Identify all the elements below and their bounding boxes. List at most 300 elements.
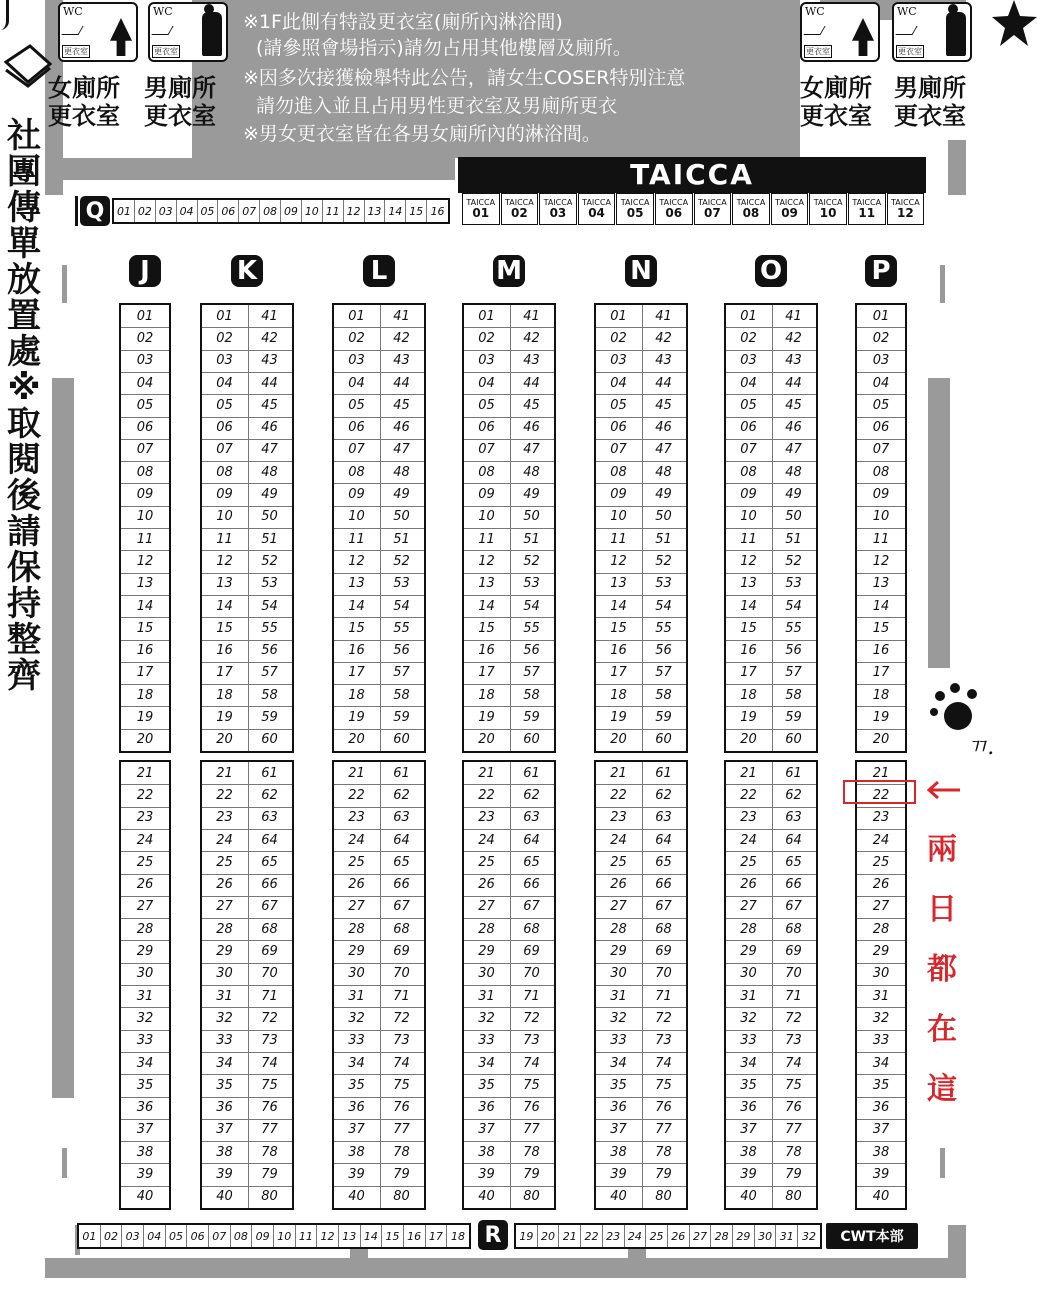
booth-cell: 78: [655, 1144, 672, 1160]
q-booth-cell: 02: [135, 200, 156, 222]
booth-cell: 23: [610, 810, 627, 826]
women-changing-text: 更衣室: [800, 102, 872, 130]
right-women-label: [800, 74, 872, 130]
booth-cell: 10: [872, 509, 890, 525]
booth-cell: 11: [872, 531, 890, 547]
booth-cell: 20: [610, 732, 627, 748]
taicca-booth-number: 02: [510, 206, 528, 220]
booth-cell: 36: [478, 1100, 495, 1116]
booth-cell: 29: [610, 944, 627, 960]
booth-cell: 48: [655, 464, 672, 480]
taicca-booth-label: TAICCA: [813, 198, 843, 207]
right-men-label: [894, 74, 966, 130]
booth-cell: 49: [785, 487, 802, 503]
booth-cell: 18: [136, 687, 154, 703]
booth-cell: 22: [348, 787, 365, 803]
booth-cell: 09: [610, 487, 627, 503]
booth-cell: 13: [478, 576, 495, 592]
taicca-booth-number: 11: [858, 206, 876, 220]
booth-cell: 05: [348, 397, 365, 413]
booth-cell: 50: [261, 509, 278, 525]
booth-cell: 03: [478, 353, 495, 369]
booth-cell: 26: [216, 877, 233, 893]
booth-cell: 46: [655, 420, 672, 436]
r-booth-cell: 21: [559, 1225, 581, 1247]
booth-cell: 28: [872, 921, 890, 937]
booth-cell: 04: [740, 375, 757, 391]
booth-cell: 05: [610, 397, 627, 413]
booth-cell: 07: [348, 442, 365, 458]
booth-cell: 05: [478, 397, 495, 413]
booth-cell: 15: [740, 620, 757, 636]
booth-cell: 40: [872, 1189, 890, 1205]
booth-cell: 17: [348, 665, 365, 681]
booth-cell: 59: [523, 710, 540, 726]
booth-cell: 28: [478, 921, 495, 937]
booth-cell: 63: [393, 810, 410, 826]
booth-cell: 09: [348, 487, 365, 503]
arrow-left-icon: [926, 780, 962, 800]
booth-cell: 29: [478, 944, 495, 960]
booth-cell: 10: [136, 509, 154, 525]
booth-cell: 75: [393, 1077, 410, 1093]
booth-cell: 77: [261, 1122, 278, 1138]
booth-cell: 08: [872, 464, 890, 480]
booth-cell: 40: [610, 1189, 627, 1205]
booth-cell: 14: [478, 598, 495, 614]
booth-cell: 11: [216, 531, 233, 547]
booth-cell: 18: [348, 687, 365, 703]
booth-cell: 32: [872, 1010, 890, 1026]
booth-cell: 38: [136, 1144, 154, 1160]
booth-cell: 49: [393, 487, 410, 503]
booth-cell: 62: [523, 787, 540, 803]
booth-cell: 26: [872, 877, 890, 893]
booth-cell: 65: [261, 854, 278, 870]
booth-cell: 01: [740, 308, 757, 324]
booth-cell: 02: [348, 330, 365, 346]
booth-cell: 21: [872, 765, 890, 781]
taicca-booth-number: 08: [742, 206, 760, 220]
booth-cell: 79: [261, 1167, 278, 1183]
booth-cell: 54: [261, 598, 278, 614]
booth-cell: 20: [478, 732, 495, 748]
booth-cell: 07: [740, 442, 757, 458]
booth-block: [200, 303, 294, 753]
booth-cell: 75: [785, 1077, 802, 1093]
booth-cell: 76: [261, 1100, 278, 1116]
booth-cell: 12: [740, 553, 757, 569]
q-booth-cell: 03: [156, 200, 177, 222]
q-booth-cell: 06: [218, 200, 239, 222]
flyer-text-char: 取: [7, 404, 41, 444]
booth-cell: 45: [393, 397, 410, 413]
men-wc-icon: [148, 2, 228, 62]
booth-cell: 36: [872, 1100, 890, 1116]
q-booth-cell: 11: [323, 200, 344, 222]
r-booth-cell: 08: [231, 1225, 253, 1247]
booth-cell: 06: [610, 420, 627, 436]
booth-block: [119, 760, 171, 1210]
r-row-booths-right: [514, 1223, 822, 1249]
flyer-text-char: ※: [7, 368, 41, 408]
booth-cell: 09: [216, 487, 233, 503]
booth-cell: 10: [216, 509, 233, 525]
men-toilet-text: 男廁所: [144, 74, 216, 102]
booth-cell: 14: [610, 598, 627, 614]
booth-cell: 30: [872, 966, 890, 982]
booth-cell: 33: [610, 1033, 627, 1049]
booth-block: [200, 760, 294, 1210]
booth-cell: 73: [261, 1033, 278, 1049]
man-figure-icon: [202, 12, 222, 56]
booth-cell: 09: [740, 487, 757, 503]
booth-cell: 04: [610, 375, 627, 391]
booth-cell: 35: [872, 1077, 890, 1093]
booth-cell: 17: [216, 665, 233, 681]
booth-cell: 64: [523, 832, 540, 848]
star-icon: [992, 0, 1037, 48]
booth-cell: 80: [261, 1189, 278, 1205]
booth-cell: 09: [478, 487, 495, 503]
booth-cell: 22: [478, 787, 495, 803]
booth-cell: 54: [393, 598, 410, 614]
booth-cell: 04: [216, 375, 233, 391]
booth-cell: 28: [610, 921, 627, 937]
q-booth-cell: 01: [114, 200, 135, 222]
booth-cell: 22: [216, 787, 233, 803]
q-booth-cell: 12: [344, 200, 365, 222]
booth-cell: 19: [872, 710, 890, 726]
r-booth-cell: 01: [79, 1225, 101, 1247]
booth-cell: 72: [261, 1010, 278, 1026]
q-booth-cell: 14: [385, 200, 406, 222]
booth-cell: 11: [136, 531, 154, 547]
booth-cell: 24: [216, 832, 233, 848]
r-booth-cell: 18: [450, 1229, 465, 1243]
q-booth-cell: 05: [198, 200, 219, 222]
booth-cell: 25: [872, 854, 890, 870]
r-booth-cell: 23: [603, 1225, 625, 1247]
taicca-title: TAICCA: [458, 157, 926, 193]
booth-cell: 16: [740, 643, 757, 659]
r-booth-cell: 27: [690, 1225, 712, 1247]
booth-cell: 53: [393, 576, 410, 592]
booth-cell: 70: [655, 966, 672, 982]
wc-text: WC: [897, 5, 917, 18]
booth-cell: 40: [478, 1189, 495, 1205]
booth-cell: 15: [348, 620, 365, 636]
booth-cell: 67: [785, 899, 802, 915]
booth-cell: 39: [136, 1167, 154, 1183]
booth-cell: 24: [872, 832, 890, 848]
booth-cell: 13: [348, 576, 365, 592]
booth-cell: 44: [393, 375, 410, 391]
taicca-booth: [771, 193, 809, 225]
right-pillar: [928, 378, 950, 668]
booth-cell: 60: [393, 732, 410, 748]
booth-cell: 28: [136, 921, 154, 937]
booth-block: [332, 760, 426, 1210]
booth-cell: 80: [523, 1189, 540, 1205]
booth-cell: 24: [348, 832, 365, 848]
booth-cell: 56: [523, 643, 540, 659]
booth-cell: 29: [740, 944, 757, 960]
booth-cell: 71: [261, 988, 278, 1004]
men-wc-icon-right: [892, 2, 972, 62]
booth-cell: 32: [610, 1010, 627, 1026]
booth-cell: 14: [136, 598, 154, 614]
booth-cell: 61: [655, 765, 672, 781]
booth-cell: 21: [348, 765, 365, 781]
booth-cell: 49: [261, 487, 278, 503]
r-row-booths-left: [77, 1223, 471, 1249]
right-tick-2: [940, 1148, 945, 1178]
booth-cell: 37: [348, 1122, 365, 1138]
booth-cell: 01: [478, 308, 495, 324]
booth-cell: 19: [610, 710, 627, 726]
booth-cell: 13: [740, 576, 757, 592]
booth-cell: 40: [348, 1189, 365, 1205]
booth-cell: 53: [523, 576, 540, 592]
booth-cell: 04: [478, 375, 495, 391]
booth-cell: 58: [523, 687, 540, 703]
booth-cell: 12: [216, 553, 233, 569]
taicca-booth-label: TAICCA: [582, 198, 611, 207]
booth-cell: 30: [348, 966, 365, 982]
booth-cell: 45: [261, 397, 278, 413]
booth-cell: 80: [655, 1189, 672, 1205]
booth-cell: 52: [523, 553, 540, 569]
booth-cell: 52: [785, 553, 802, 569]
booth-cell: 79: [393, 1167, 410, 1183]
booth-cell: 18: [872, 687, 890, 703]
booth-cell: 39: [348, 1167, 365, 1183]
booth-cell: 40: [216, 1189, 233, 1205]
booth-cell: 18: [216, 687, 233, 703]
r-booth-cell: 30: [755, 1225, 777, 1247]
booth-cell: 34: [872, 1055, 890, 1071]
booth-cell: 19: [136, 710, 154, 726]
taicca-booth-label: TAICCA: [736, 198, 766, 207]
booth-cell: 59: [393, 710, 410, 726]
booth-cell: 39: [610, 1167, 627, 1183]
booth-cell: 66: [261, 877, 278, 893]
booth-cell: 64: [393, 832, 410, 848]
booth-cell: 10: [478, 509, 495, 525]
booth-cell: 60: [785, 732, 802, 748]
booth-cell: 35: [216, 1077, 233, 1093]
booth-cell: 11: [740, 531, 757, 547]
booth-cell: 11: [478, 531, 495, 547]
q-row-label: Q: [80, 196, 110, 226]
booth-cell: 25: [610, 854, 627, 870]
taicca-booth: [655, 193, 693, 225]
women-wc-icon-right: [800, 2, 880, 62]
booth-cell: 31: [348, 988, 365, 1004]
booth-cell: 37: [216, 1122, 233, 1138]
booth-cell: 62: [655, 787, 672, 803]
booth-cell: 63: [785, 810, 802, 826]
booth-cell: 30: [136, 966, 154, 982]
booth-cell: 24: [740, 832, 757, 848]
q-booth-cell: 09: [281, 200, 302, 222]
booth-cell: 73: [655, 1033, 672, 1049]
taicca-booth: [501, 193, 539, 225]
taicca-booth-label: TAICCA: [852, 198, 882, 207]
booth-cell: 47: [261, 442, 278, 458]
booth-cell: 34: [136, 1055, 154, 1071]
taicca-booth-number: 10: [819, 206, 837, 220]
booth-cell: 03: [136, 353, 154, 369]
booth-cell: 67: [393, 899, 410, 915]
booth-block: [462, 760, 556, 1210]
booth-cell: 13: [610, 576, 627, 592]
hanger-icon: [895, 26, 917, 35]
booth-cell: 58: [655, 687, 672, 703]
booth-cell: 34: [348, 1055, 365, 1071]
hanger-icon: [61, 26, 83, 35]
booth-cell: 73: [523, 1033, 540, 1049]
highlighted-booth-box: [843, 780, 916, 804]
booth-cell: 47: [785, 442, 802, 458]
booth-cell: 30: [216, 966, 233, 982]
q-booth-cell: 15: [406, 200, 427, 222]
booth-cell: 27: [610, 899, 627, 915]
booth-cell: 04: [348, 375, 365, 391]
r-booth-cell: 16: [404, 1225, 426, 1247]
booth-cell: 68: [393, 921, 410, 937]
booth-cell: 21: [216, 765, 233, 781]
flyer-text-char: 放: [7, 260, 41, 300]
wc-sub-label: 更衣室: [64, 47, 88, 56]
booth-cell: 31: [216, 988, 233, 1004]
booth-cell: 68: [261, 921, 278, 937]
wc-sub-label: 更衣室: [806, 47, 830, 56]
column-label-o: O: [755, 255, 787, 287]
booth-cell: 70: [785, 966, 802, 982]
booth-cell: 54: [523, 598, 540, 614]
booth-cell: 04: [872, 375, 890, 391]
r-row-label: R: [478, 1220, 508, 1250]
booth-cell: 17: [740, 665, 757, 681]
booth-cell: 35: [136, 1077, 154, 1093]
booth-cell: 45: [785, 397, 802, 413]
booth-cell: 08: [348, 464, 365, 480]
booth-cell: 06: [478, 420, 495, 436]
booth-cell: 80: [393, 1189, 410, 1205]
booth-cell: 38: [216, 1144, 233, 1160]
booth-cell: 12: [348, 553, 365, 569]
women-toilet-text: 女廁所: [800, 74, 872, 102]
booth-cell: 70: [523, 966, 540, 982]
booth-cell: 03: [610, 353, 627, 369]
booth-cell: 25: [216, 854, 233, 870]
booth-cell: 23: [348, 810, 365, 826]
booth-cell: 61: [261, 765, 278, 781]
booth-cell: 16: [216, 643, 233, 659]
taicca-booth: [616, 193, 654, 225]
taicca-booth: [848, 193, 886, 225]
r-booth-cell: 29: [733, 1225, 755, 1247]
booth-cell: 69: [261, 944, 278, 960]
booth-cell: 58: [393, 687, 410, 703]
booth-cell: 16: [872, 643, 890, 659]
booth-cell: 20: [348, 732, 365, 748]
booth-cell: 05: [216, 397, 233, 413]
booth-cell: 48: [523, 464, 540, 480]
booth-cell: 07: [478, 442, 495, 458]
flyer-text-char: 置: [7, 296, 41, 336]
booth-cell: 44: [785, 375, 802, 391]
booth-cell: 04: [136, 375, 154, 391]
men-changing-text: 更衣室: [894, 102, 966, 130]
booth-cell: 06: [348, 420, 365, 436]
taicca-booth: [462, 193, 500, 225]
q-row-left-edge: [75, 196, 78, 226]
booth-cell: 68: [785, 921, 802, 937]
booth-cell: 06: [872, 420, 890, 436]
booth-cell: 09: [872, 487, 890, 503]
booth-cell: 27: [348, 899, 365, 915]
booth-cell: 31: [740, 988, 757, 1004]
r-booth-cell: 17: [426, 1225, 448, 1247]
booth-cell: 46: [393, 420, 410, 436]
booth-cell: 08: [136, 464, 154, 480]
booth-cell: 17: [872, 665, 890, 681]
booth-cell: 16: [348, 643, 365, 659]
booth-cell: 55: [393, 620, 410, 636]
booth-cell: 33: [872, 1033, 890, 1049]
booth-cell: 38: [872, 1144, 890, 1160]
q-booth-cell: 10: [302, 200, 323, 222]
signature-mark: ㄲ.: [966, 735, 995, 760]
booth-cell: 37: [872, 1122, 890, 1138]
men-toilet-text: 男廁所: [894, 74, 966, 102]
booth-cell: 69: [655, 944, 672, 960]
booth-cell: 65: [785, 854, 802, 870]
taicca-booth-number: 03: [549, 206, 567, 220]
booth-block: [332, 303, 426, 753]
column-label-m: M: [493, 255, 525, 287]
booth-cell: 35: [478, 1077, 495, 1093]
booth-cell: 52: [261, 553, 278, 569]
booth-cell: 28: [740, 921, 757, 937]
right-tick-1: [940, 265, 945, 303]
booth-cell: 77: [655, 1122, 672, 1138]
left-edge-mark: [0, 0, 9, 30]
women-toilet-text: 女廁所: [48, 74, 120, 102]
booth-cell: 61: [785, 765, 802, 781]
taicca-booth: [732, 193, 770, 225]
booth-cell: 42: [393, 330, 410, 346]
left-men-label: [144, 74, 216, 130]
booth-cell: 11: [348, 531, 365, 547]
r-booth-cell: 02: [101, 1225, 123, 1247]
booth-cell: 33: [136, 1033, 154, 1049]
booth-cell: 13: [136, 576, 154, 592]
booth-block: [855, 303, 907, 753]
taicca-booth: [694, 193, 732, 225]
booth-cell: 63: [655, 810, 672, 826]
taicca-booth-label: TAICCA: [697, 198, 727, 207]
booth-cell: 51: [393, 531, 410, 547]
taicca-booth: [887, 193, 925, 225]
woman-figure-icon: [852, 18, 874, 56]
booth-cell: 36: [610, 1100, 627, 1116]
flyer-text-char: 整: [7, 620, 41, 660]
r-booth-cell: 15: [382, 1225, 404, 1247]
